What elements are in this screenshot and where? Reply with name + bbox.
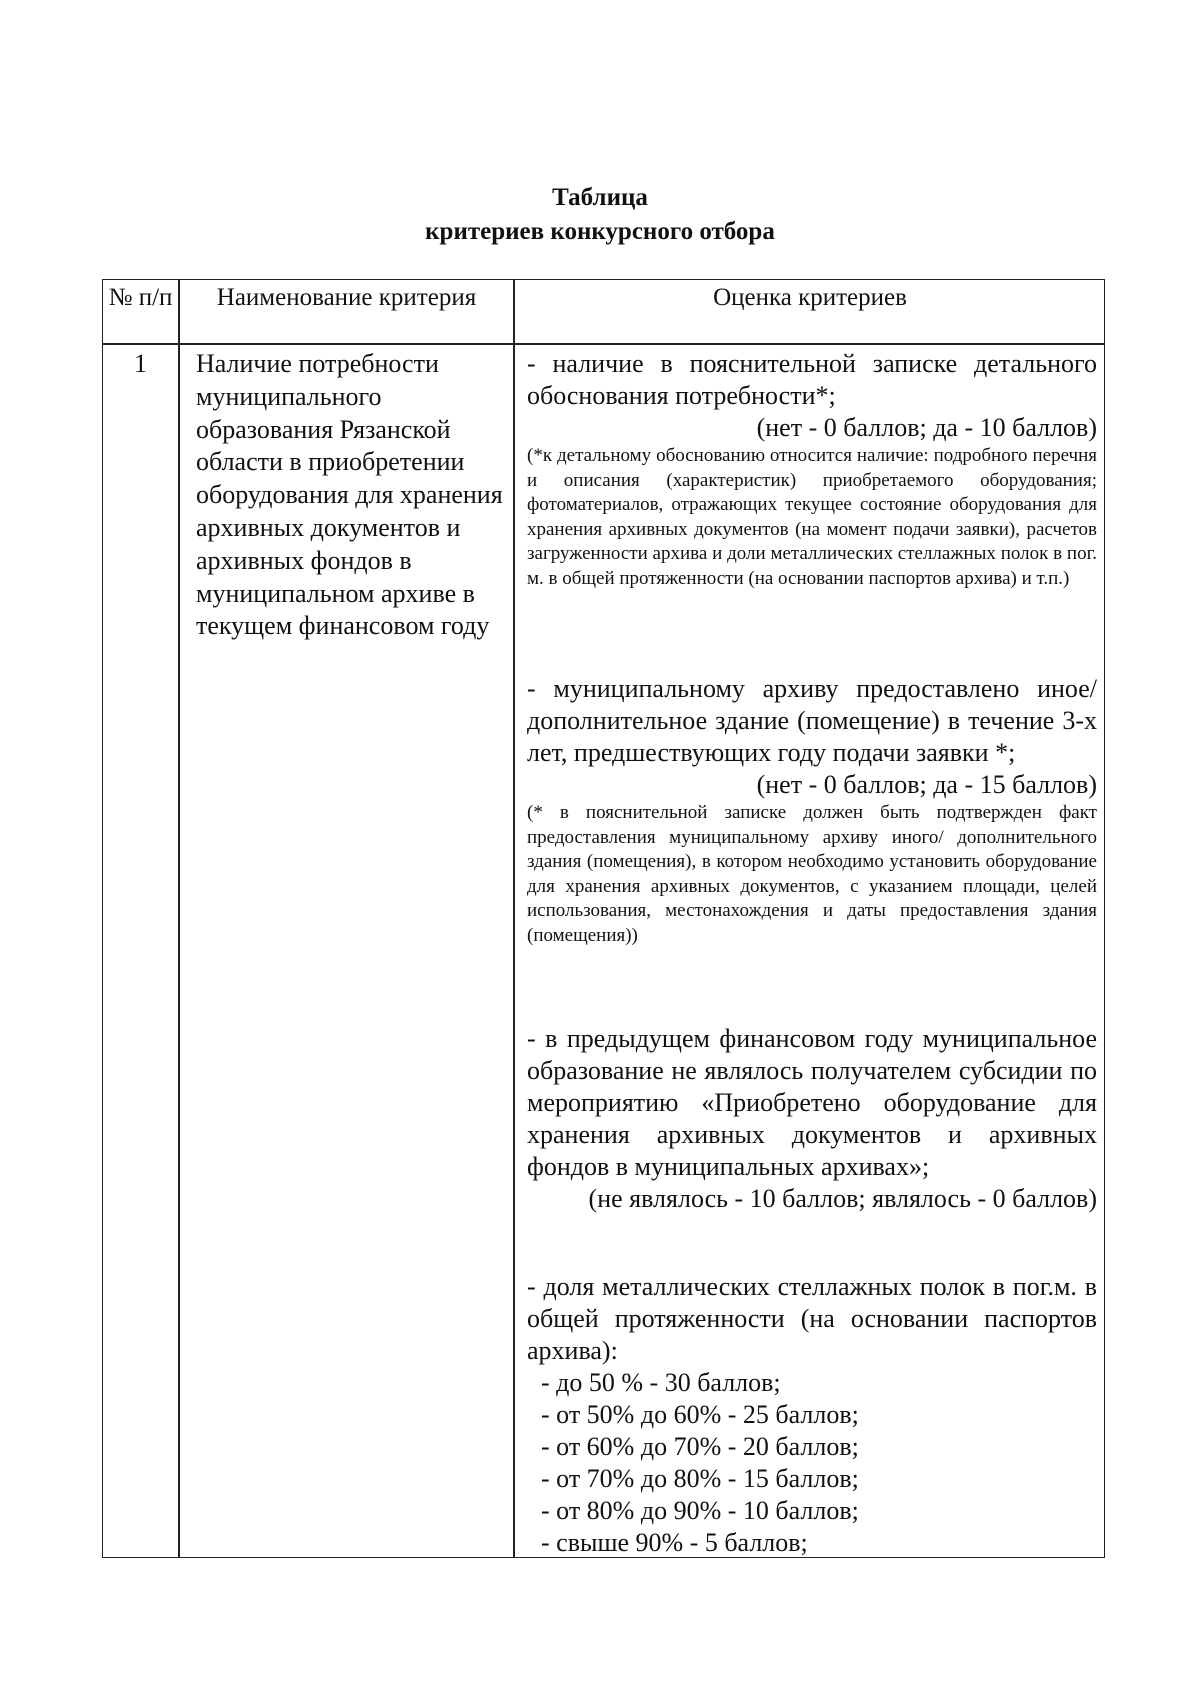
criterion-note: (*к детальному обоснованию относится наличие: подробного перечня и описания (характеристик) приобретаемого оборудования; фотоматериалов, отражающих текущее состояние оборудования для хранения архивных документов (на момент подачи заявки), расчетов загруженности архива и доли металлических стеллажных полок в пог. м. в общей протяженности (на основании паспортов архива) и т.п.) <box>527 445 1097 589</box>
criterion-text: - доля металлических стеллажных полок в пог.м. в общей протяженности (на основании паспортов архива): <box>527 1272 1097 1365</box>
list-item: - от 70% до 80% - 15 баллов; <box>541 1464 859 1493</box>
header-number: № п/п <box>108 284 173 311</box>
criterion-note: (* в пояснительной записке должен быть подтвержден факт предоставления муниципальному архиву иного/ дополнительного здания (помещения), в котором необходимо установить оборудование для хранения архивных документов, с указанием площади, целей использования, местонахождения и даты предоставления здания (помещения)) <box>527 802 1097 946</box>
criterion-text: - в предыдущем финансовом году муниципальное образование не являлось получателем субсидии по мероприятию «Приобретено оборудование для хранения архивных документов и архивных фондов в муниципальных архивах»; <box>527 1024 1097 1181</box>
list-item: - от 80% до 90% - 10 баллов; <box>541 1496 859 1525</box>
criterion-score: (нет - 0 баллов; да - 15 баллов) <box>756 770 1097 799</box>
criterion-name: Наличие потребности муниципального образования Рязанской области в приобретении оборудования для хранения архивных документов и архивных фондов в муниципальном архиве в текущем финансовом году <box>196 349 503 641</box>
score-list <box>527 1367 1097 1559</box>
list-item: - от 60% до 70% - 20 баллов; <box>541 1432 859 1461</box>
row-number: 1 <box>134 349 147 378</box>
criteria-table <box>102 279 1105 1558</box>
criterion-text: - муниципальному архиву предоставлено иное/ дополнительное здание (помещение) в течение 3-х лет, предшествующих году подачи заявки *; <box>527 674 1097 767</box>
criterion-text: - наличие в пояснительной записке детального обоснования потребности*; <box>527 349 1097 410</box>
list-item: - до 50 % - 30 баллов; <box>541 1368 781 1397</box>
criterion-block-3 <box>527 1023 1097 1215</box>
list-item: - свыше 90% - 5 баллов; <box>541 1528 808 1557</box>
criterion-score: (нет - 0 баллов; да - 10 баллов) <box>756 413 1097 442</box>
document-subtitle: критериев конкурсного отбора <box>425 218 775 245</box>
criterion-block-4 <box>527 1271 1097 1559</box>
header-evaluation: Оценка критериев <box>713 284 907 311</box>
column-divider <box>178 280 180 1557</box>
document-title: Таблица <box>552 184 648 211</box>
criterion-score: (не являлось - 10 баллов; являлось - 0 баллов) <box>588 1184 1097 1213</box>
criterion-block-2 <box>527 673 1097 948</box>
criterion-block-1 <box>527 348 1097 591</box>
list-item: - от 50% до 60% - 25 баллов; <box>541 1400 859 1429</box>
header-name: Наименование критерия <box>216 284 477 311</box>
header-divider <box>103 343 1104 345</box>
